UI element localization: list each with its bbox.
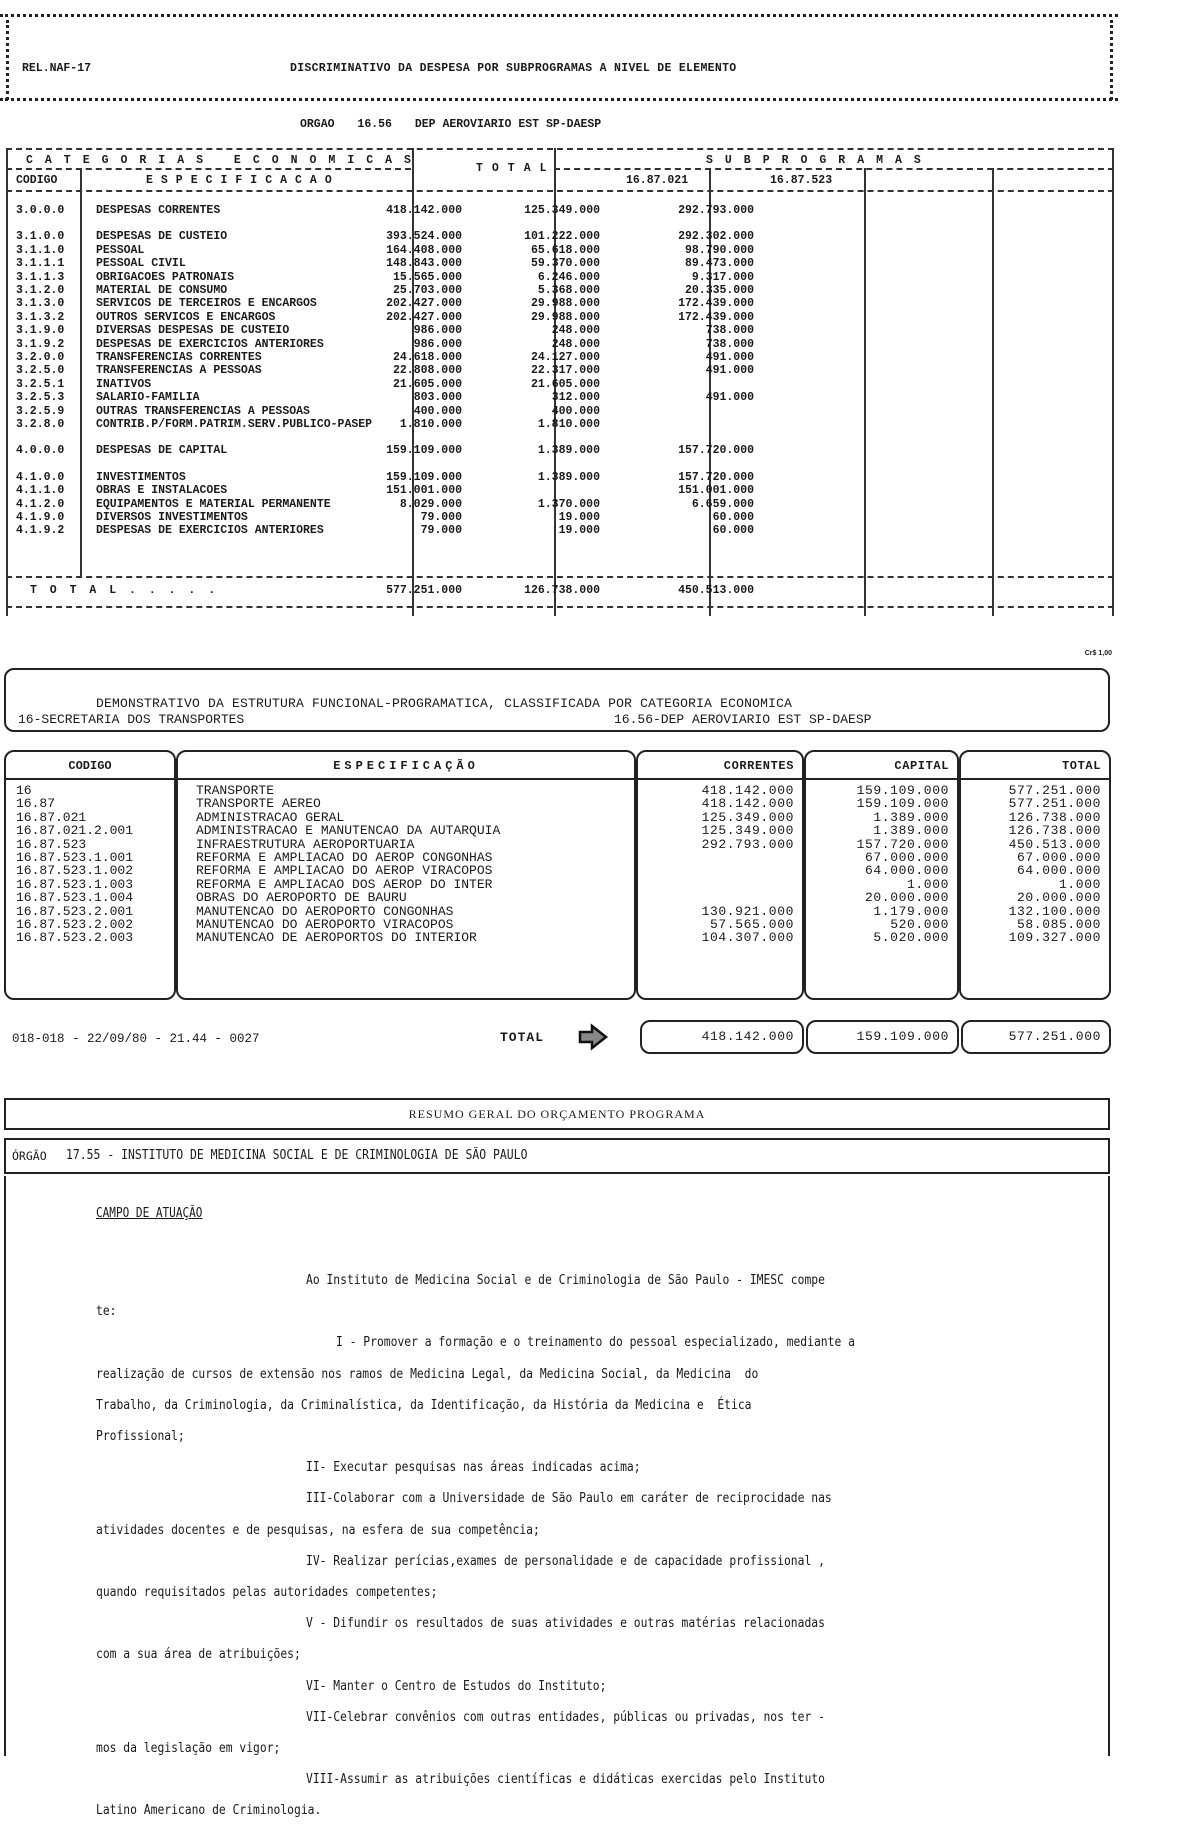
row-code: 16.87 (16, 796, 56, 812)
row-capital: 159.109.000 (856, 783, 949, 798)
paragraph-line: Latino Americano de Criminologia. (96, 1803, 322, 1819)
totals-label: TOTAL (500, 1030, 545, 1045)
row-description: OBRAS E INSTALACOES (96, 484, 228, 498)
row-total: 450.513.000 (1008, 836, 1101, 852)
row-total: 1.000 (1058, 876, 1101, 892)
table-row (6, 364, 1114, 377)
row-description: ADMINISTRACAO GERAL (196, 809, 345, 825)
row-description: DESPESAS DE CUSTEIO (96, 230, 228, 244)
column-total (959, 750, 1111, 1000)
table-row (6, 284, 1114, 297)
total-geral: 577.251.000 (961, 1020, 1111, 1054)
secretaria-label: 16-SECRETARIA DOS TRANSPORTES (18, 712, 245, 727)
row-total: 577.251.000 (1008, 796, 1101, 812)
row-description: INVESTIMENTOS (96, 470, 186, 484)
star-border-bottom (0, 98, 1118, 106)
row-sub2: 172.439.000 (678, 297, 754, 311)
orgao-label-3: ÓRGÃO (12, 1149, 47, 1163)
row-sub1: 1.370.000 (537, 497, 600, 511)
row-description: OBRIGACOES PATRONAIS (96, 270, 235, 284)
row-total: 1.810.000 (399, 418, 462, 431)
paragraph-line: II- Executar pesquisas nas áreas indicadas acima; (306, 1460, 641, 1476)
row-description: TRANSPORTE AEREO (196, 796, 321, 812)
row-description: MANUTENCAO DE AEROPORTOS DO INTERIOR (196, 930, 477, 946)
row-correntes: 418.142.000 (701, 783, 794, 798)
row-sub2: 738.000 (705, 337, 754, 351)
row-capital: 64.000.000 (864, 863, 949, 879)
row-sub2: 60.000 (712, 524, 754, 538)
row-sub1: 22.317.000 (530, 364, 600, 378)
row-total: 986.000 (413, 324, 462, 338)
total-sub2: 450.513.000 (678, 584, 754, 597)
row-code: 3.1.9.0 (16, 324, 65, 338)
row-description: DESPESAS DE CAPITAL (96, 444, 228, 458)
paragraph-line: III-Colaborar com a Universidade de São Paulo em caráter de reciprocidade nas (306, 1491, 832, 1507)
row-sub2: 157.720.000 (678, 470, 754, 484)
table-row (6, 244, 1114, 257)
row-code: 3.2.5.9 (16, 404, 65, 418)
row-code: 3.1.9.2 (16, 337, 65, 351)
row-description: PESSOAL CIVIL (96, 257, 186, 271)
currency-note: Cr$ 1,00 (1084, 650, 1112, 657)
row-capital: 67.000.000 (864, 849, 949, 865)
table-row (6, 405, 1114, 418)
row-description: OUTROS SERVICOS E ENCARGOS (96, 310, 276, 324)
col-header-codigo: CODIGO (6, 752, 174, 780)
table-row (6, 271, 1114, 284)
row-sub1: 65.618.000 (530, 243, 600, 257)
row-capital: 20.000.000 (864, 890, 949, 906)
report-title: DISCRIMINATIVO DA DESPESA POR SUBPROGRAMAS A NIVEL DE ELEMENTO (290, 62, 737, 75)
row-sub1: 248.000 (551, 337, 600, 351)
row-sub1: 1.389.000 (537, 470, 600, 484)
report-resumo (0, 1090, 1118, 1819)
row-capital: 159.109.000 (856, 796, 949, 812)
row-total: 202.427.000 (386, 310, 462, 324)
campo-heading: CAMPO DE ATUAÇÃO (96, 1206, 203, 1221)
row-correntes: 104.307.000 (701, 930, 794, 946)
row-sub1: 248.000 (551, 324, 600, 338)
resumo-title: RESUMO GERAL DO ORÇAMENTO PROGRAMA (4, 1098, 1110, 1130)
table-row (6, 338, 1114, 351)
table-row (6, 498, 1114, 511)
arrow-right-icon (578, 1025, 608, 1049)
paragraph-line: Ao Instituto de Medicina Social e de Criminologia de São Paulo - IMESC compe (306, 1273, 825, 1288)
row-description: DESPESAS DE EXERCICIOS ANTERIORES (96, 524, 324, 538)
row-description: MANUTENCAO DO AEROPORTO VIRACOPOS (196, 916, 454, 932)
row-code: 3.1.3.2 (16, 310, 65, 324)
row-correntes: 57.565.000 (709, 916, 794, 932)
paragraph-line: VI- Manter o Centro de Estudos do Instituto; (306, 1678, 607, 1694)
row-code: 3.2.8.0 (16, 418, 65, 431)
title-box (4, 668, 1110, 732)
row-correntes: 130.921.000 (701, 903, 794, 919)
row-code: 16.87.523.2.002 (16, 916, 134, 932)
row-total: 67.000.000 (1016, 849, 1101, 865)
row-sub2: 20.335.000 (684, 284, 754, 297)
header-categorias: CATEGORIAS ECONOMICAS (26, 154, 423, 167)
col-header-correntes: CORRENTES (638, 752, 802, 780)
row-code: 16 (16, 783, 32, 798)
row-total: 132.100.000 (1008, 903, 1101, 919)
row-sub1: 29.988.000 (530, 310, 600, 324)
row-code: 4.1.0.0 (16, 470, 65, 484)
total-value: 577.251.000 (386, 584, 462, 597)
row-code: 4.1.9.2 (16, 524, 65, 538)
row-sub2: 491.000 (705, 351, 754, 364)
column-especificacao (176, 750, 636, 1000)
row-code: 16.87.523.1.004 (16, 890, 134, 906)
col-header-capital: CAPITAL (806, 752, 957, 780)
row-code: 4.1.9.0 (16, 511, 65, 524)
row-correntes: 418.142.000 (701, 796, 794, 812)
row-description: EQUIPAMENTOS E MATERIAL PERMANENTE (96, 497, 331, 511)
row-description: REFORMA E AMPLIACAO DOS AEROP DO INTER (196, 876, 493, 892)
col-header-total: TOTAL (961, 752, 1109, 780)
row-sub2: 738.000 (705, 324, 754, 338)
row-description: MANUTENCAO DO AEROPORTO CONGONHAS (196, 903, 454, 919)
row-sub2: 157.720.000 (678, 444, 754, 458)
row-sub1: 19.000 (558, 524, 600, 538)
header-codigo: CODIGO (16, 174, 58, 187)
row-code: 16.87.523.1.002 (16, 863, 134, 879)
total-capital: 159.109.000 (806, 1020, 959, 1054)
paragraph-line: Profissional; (96, 1429, 185, 1444)
row-sub1: 21.605.000 (530, 377, 600, 391)
row-description: DIVERSAS DESPESAS DE CUSTEIO (96, 324, 290, 338)
orgao-code: 16.56 (357, 118, 392, 131)
row-code: 3.2.0.0 (16, 351, 65, 364)
total-correntes: 418.142.000 (640, 1020, 804, 1054)
row-description: OBRAS DO AEROPORTO DE BAURU (196, 890, 407, 906)
row-sub2: 292.302.000 (678, 230, 754, 244)
table-row (6, 471, 1114, 484)
row-code: 16.87.523 (16, 836, 87, 852)
row-capital: 520.000 (890, 916, 949, 932)
row-code: 3.1.2.0 (16, 284, 65, 297)
table-row (6, 524, 1114, 537)
row-code: 3.1.0.0 (16, 230, 65, 244)
row-total: 109.327.000 (1008, 930, 1101, 946)
row-total: 159.109.000 (386, 444, 462, 458)
row-code: 16.87.021 (16, 809, 87, 825)
row-sub2: 60.000 (712, 511, 754, 524)
row-description: SALARIO-FAMILIA (96, 391, 200, 405)
demonstrativo-title: DEMONSTRATIVO DA ESTRUTURA FUNCIONAL-PROGRAMATICA, CLASSIFICADA POR CATEGORIA ECONOMICA (96, 696, 793, 711)
row-sub2: 89.473.000 (684, 257, 754, 271)
table-row (6, 378, 1114, 391)
row-total: 20.000.000 (1016, 890, 1101, 906)
row-code: 3.0.0.0 (16, 204, 65, 217)
row-sub2: 292.793.000 (678, 204, 754, 217)
row-description: TRANSPORTE (196, 783, 275, 798)
row-total: 8.029.000 (399, 497, 462, 511)
header-subprogramas: SUBPROGRAMAS (706, 154, 933, 167)
row-code: 3.1.1.3 (16, 270, 65, 284)
row-description: REFORMA E AMPLIACAO DO AEROP CONGONHAS (196, 849, 493, 865)
table-row (6, 511, 1114, 524)
row-capital: 1.179.000 (873, 903, 949, 919)
header-total: TOTAL (476, 162, 556, 175)
row-total: 418.142.000 (386, 204, 462, 217)
row-sub1: 1.810.000 (537, 418, 600, 431)
report-demonstrativo (0, 640, 1118, 1060)
report-code: REL.NAF-17 (22, 62, 92, 75)
paragraph-line: VIII-Assumir as atribuições científicas e didáticas exercidas pelo Instituto (306, 1772, 825, 1788)
row-sub1: 125.349.000 (524, 204, 600, 217)
paragraph-line: VII-Celebrar convênios com outras entidades, públicas ou privadas, nos ter - (306, 1709, 825, 1725)
row-code: 16.87.523.2.003 (16, 930, 134, 946)
row-total: 22.808.000 (392, 364, 462, 378)
total-sub1: 126.738.000 (524, 584, 600, 597)
table-row (6, 351, 1114, 364)
star-border-left (6, 20, 10, 100)
row-description: PESSOAL (96, 243, 145, 257)
row-sub1: 400.000 (551, 404, 600, 418)
row-total: 58.085.000 (1016, 916, 1101, 932)
row-description: TRANSFERENCIAS CORRENTES (96, 351, 262, 364)
orgao-value: 17.55 - INSTITUTO DE MEDICINA SOCIAL E DE CRIMINOLOGIA DE SÃO PAULO (66, 1148, 528, 1163)
print-footer-code: 018-018 - 22/09/80 - 21.44 - 0027 (12, 1032, 260, 1046)
row-code: 16.87.021.2.001 (16, 823, 134, 839)
row-sub1: 312.000 (551, 391, 600, 405)
table-row (6, 391, 1114, 404)
row-total: 79.000 (420, 524, 462, 538)
table-row (6, 444, 1114, 457)
table-row (6, 230, 1114, 243)
row-sub2: 6.659.000 (691, 497, 754, 511)
row-total: 400.000 (413, 404, 462, 418)
row-total: 79.000 (420, 511, 462, 524)
row-correntes (638, 851, 794, 864)
column-capital (804, 750, 959, 1000)
row-sub2: 9.317.000 (691, 270, 754, 284)
row-code: 3.2.5.0 (16, 364, 65, 378)
row-code: 4.1.1.0 (16, 484, 65, 498)
row-code: 3.1.3.0 (16, 297, 65, 311)
report-naf17 (0, 0, 1118, 630)
table-row (6, 297, 1114, 310)
table-row (6, 204, 1114, 217)
row-sub1: 101.222.000 (524, 230, 600, 244)
orgao-label: ORGAO (300, 118, 335, 131)
row-total: 151.001.000 (386, 484, 462, 498)
orgao-box (4, 1138, 1110, 1174)
row-capital: 5.020.000 (873, 930, 949, 946)
total-row (6, 584, 1114, 597)
row-description: OUTRAS TRANSFERENCIAS A PESSOAS (96, 404, 310, 418)
row-correntes: 125.349.000 (701, 823, 794, 839)
row-description: DESPESAS CORRENTES (96, 204, 221, 217)
orgao-line (300, 118, 617, 131)
row-sub2: 491.000 (705, 391, 754, 405)
col-header-especificacao: ESPECIFICAÇÃO (178, 752, 634, 780)
paragraph-line: mos da legislação em vigor; (96, 1741, 281, 1756)
row-total: 148.843.000 (386, 257, 462, 271)
row-description: REFORMA E AMPLIACAO DO AEROP VIRACOPOS (196, 863, 493, 879)
row-total: 803.000 (413, 391, 462, 405)
row-capital: 157.720.000 (856, 836, 949, 852)
row-total: 21.605.000 (392, 377, 462, 391)
table-row (6, 257, 1114, 270)
row-description: SERVICOS DE TERCEIROS E ENCARGOS (96, 297, 317, 311)
row-description: MATERIAL DE CONSUMO (96, 284, 228, 297)
total-label: T O T A L . . . . . (30, 584, 219, 597)
row-sub1: 19.000 (558, 511, 600, 524)
row-description: INATIVOS (96, 377, 152, 391)
table-row (6, 418, 1114, 431)
row-total: 126.738.000 (1008, 809, 1101, 825)
row-capital: 1.389.000 (873, 823, 949, 839)
row-description: TRANSFERENCIAS A PESSOAS (96, 364, 262, 378)
row-total: 159.109.000 (386, 470, 462, 484)
header-especificacao: ESPECIFICACAO (146, 174, 340, 187)
paragraph-line: te: (96, 1304, 117, 1320)
row-total: 24.618.000 (392, 351, 462, 364)
orgao-name: DEP AEROVIARIO EST SP-DAESP (414, 118, 602, 131)
row-sub1: 5.368.000 (537, 284, 600, 297)
row-correntes: 292.793.000 (701, 836, 794, 852)
row-sub1: 1.389.000 (537, 444, 600, 458)
paragraph-line: V - Difundir os resultados de suas atividades e outras matérias relacionadas (306, 1616, 825, 1632)
row-sub1: 6.246.000 (537, 270, 600, 284)
row-description: DESPESAS DE EXERCICIOS ANTERIORES (96, 337, 324, 351)
row-sub2: 151.001.000 (678, 484, 754, 498)
row-total: 393.524.000 (386, 230, 462, 244)
row-total: 202.427.000 (386, 297, 462, 311)
row-code: 3.2.5.1 (16, 377, 65, 391)
row-correntes (638, 891, 794, 904)
row-capital: 1.389.000 (873, 809, 949, 825)
paragraph-line: atividades docentes e de pesquisas, na esfera de sua competência; (96, 1522, 540, 1538)
row-sub1: 29.988.000 (530, 297, 600, 311)
table-row (6, 324, 1114, 337)
campo-atuacao-section (4, 1176, 1110, 1819)
row-code: 3.2.5.3 (16, 391, 65, 405)
paragraph-line: I - Promover a formação e o treinamento do pessoal especializado, mediante a (336, 1335, 855, 1351)
row-description: ADMINISTRACAO E MANUTENCAO DA AUTARQUIA (196, 823, 501, 839)
star-border-right (1110, 20, 1114, 100)
row-description: CONTRIB.P/FORM.PATRIM.SERV.PUBLICO-PASEP (96, 418, 373, 431)
row-description: DIVERSOS INVESTIMENTOS (96, 511, 248, 524)
paragraph-line: quando requisitados pelas autoridades competentes; (96, 1585, 438, 1600)
paragraph-line: realização de cursos de extensão nos ramos de Medicina Legal, da Medicina Social, da Medicina do (96, 1366, 759, 1382)
row-code: 3.1.1.0 (16, 243, 65, 257)
row-sub2: 98.790.000 (684, 243, 754, 257)
row-code: 16.87.523.1.001 (16, 849, 134, 865)
header-sub-16-87-523: 16.87.523 (770, 174, 833, 187)
table-row (6, 484, 1114, 497)
row-correntes (638, 864, 794, 877)
row-code: 16.87.523.2.001 (16, 903, 134, 919)
row-description: INFRAESTRUTURA AEROPORTUARIA (196, 836, 415, 852)
row-total: 986.000 (413, 337, 462, 351)
row-correntes: 125.349.000 (701, 809, 794, 825)
row-code: 4.0.0.0 (16, 444, 65, 458)
row-total: 164.408.000 (386, 243, 462, 257)
row-total: 64.000.000 (1016, 863, 1101, 879)
paragraph-line: IV- Realizar perícias,exames de personalidade e de capacidade profissional , (306, 1553, 825, 1569)
row-sub2: 172.439.000 (678, 310, 754, 324)
row-total: 25.703.000 (392, 284, 462, 297)
row-correntes (638, 878, 794, 891)
table-row (6, 311, 1114, 324)
row-code: 16.87.523.1.003 (16, 876, 134, 892)
row-sub1: 59.370.000 (530, 257, 600, 271)
paragraph-line: com a sua área de atribuições; (96, 1647, 301, 1663)
row-code: 3.1.1.1 (16, 257, 65, 271)
column-correntes (636, 750, 804, 1000)
row-total: 15.565.000 (392, 270, 462, 284)
row-sub1: 24.127.000 (530, 351, 600, 364)
orgao-label-2: 16.56-DEP AEROVIARIO EST SP-DAESP (614, 712, 872, 727)
star-border-top (0, 14, 1118, 22)
column-codigo (4, 750, 176, 1000)
header-sub-16-87-021: 16.87.021 (626, 174, 689, 187)
row-capital: 1.000 (906, 876, 949, 892)
row-code: 4.1.2.0 (16, 497, 65, 511)
row-sub2: 491.000 (705, 364, 754, 378)
paragraph-line: Trabalho, da Criminologia, da Criminalística, da Identificação, da História da Medicina e Ética (96, 1397, 752, 1413)
row-total: 577.251.000 (1008, 783, 1101, 798)
row-total: 126.738.000 (1008, 823, 1101, 839)
